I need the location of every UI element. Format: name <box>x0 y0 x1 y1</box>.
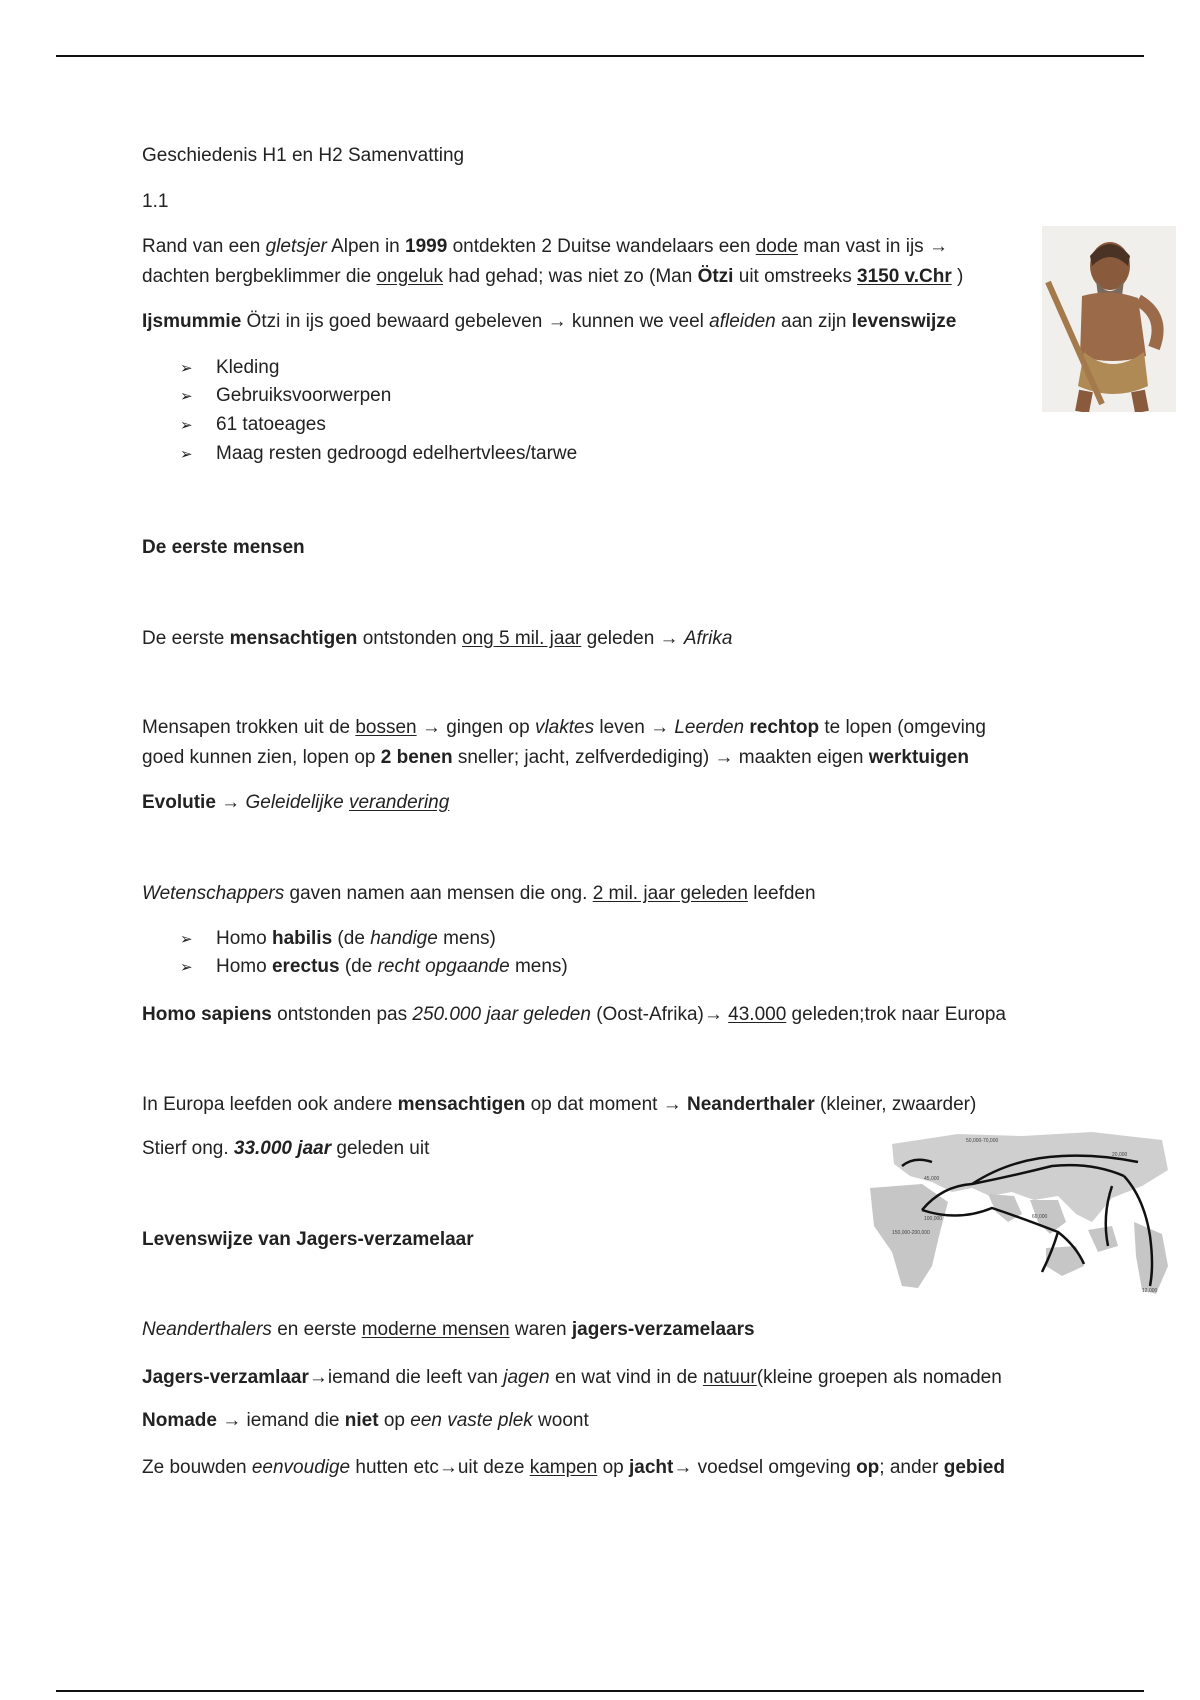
arrowhead-bullet-icon: ➢ <box>180 388 193 405</box>
arrowhead-bullet-icon: ➢ <box>180 931 193 948</box>
svg-text:20,000: 20,000 <box>1112 1152 1128 1158</box>
paragraph-wetenschappers: Wetenschappers gaven namen aan mensen die ong. 2 mil. jaar geleden leefden <box>142 883 816 904</box>
paragraph-stierf-uit: Stierf ong. 33.000 jaar geleden uit <box>142 1138 430 1159</box>
heading-jagers-verzamelaar: Levenswijze van Jagers-verzamelaar <box>142 1229 474 1250</box>
arrowhead-bullet-icon: ➢ <box>180 446 193 463</box>
heading-eerste-mensen: De eerste mensen <box>142 537 305 558</box>
paragraph-nomade: Nomade → iemand die niet op een vaste plek woont <box>142 1410 589 1431</box>
document-title: Geschiedenis H1 en H2 Samenvatting <box>142 145 465 166</box>
list-item: ➢ Homo erectus (de recht opgaande mens) <box>180 955 568 980</box>
paragraph-hutten: Ze bouwden eenvoudige hutten etc→uit deze kampen op jacht→ voedsel omgeving op; ander gebied <box>142 1457 1005 1478</box>
list-item: ➢ Gebruiksvoorwerpen <box>180 384 391 409</box>
svg-text:12,000: 12,000 <box>1142 1288 1158 1294</box>
footer-rule <box>56 1690 1144 1692</box>
arrowhead-bullet-icon: ➢ <box>180 959 193 976</box>
paragraph-mensapen-line-1: Mensapen trokken uit de bossen → gingen op vlaktes leven → Leerden rechtop te lopen (omgeving <box>142 717 986 738</box>
paragraph-discovery-line-1: Rand van een gletsjer Alpen in 1999 ontdekten 2 Duitse wandelaars een dode man vast in ijs → <box>142 236 948 257</box>
migration-map-image <box>862 1126 1176 1302</box>
arrowhead-bullet-icon: ➢ <box>180 417 193 434</box>
paragraph-evolutie: Evolutie → Geleidelijke verandering <box>142 792 450 813</box>
arrowhead-bullet-icon: ➢ <box>180 360 193 377</box>
list-item: ➢ Homo habilis (de handige mens) <box>180 927 496 952</box>
svg-text:45,000: 45,000 <box>924 1176 940 1182</box>
list-item: ➢ Maag resten gedroogd edelhertvlees/tarwe <box>180 442 577 467</box>
list-item: ➢ Kleding <box>180 356 279 381</box>
paragraph-ijsmummie: Ijsmummie Ötzi in ijs goed bewaard gebeleven → kunnen we veel afleiden aan zijn levenswijze <box>142 311 957 332</box>
svg-text:150,000-200,000: 150,000-200,000 <box>892 1230 930 1236</box>
paragraph-discovery-line-2: dachten bergbeklimmer die ongeluk had gehad; was niet zo (Man Ötzi uit omstreeks 3150 v.Chr ) <box>142 266 964 287</box>
list-item: ➢ 61 tatoeages <box>180 413 326 438</box>
svg-text:60,000: 60,000 <box>1032 1214 1048 1220</box>
otzi-reconstruction-image <box>1042 226 1176 412</box>
paragraph-mensachtigen: De eerste mensachtigen ontstonden ong 5 mil. jaar geleden → Afrika <box>142 628 733 649</box>
header-rule <box>56 55 1144 57</box>
paragraph-jagers-definitie: Jagers-verzamlaar→iemand die leeft van jagen en wat vind in de natuur(kleine groepen als nomaden <box>142 1367 1002 1388</box>
svg-text:50,000-70,000: 50,000-70,000 <box>966 1138 999 1144</box>
section-number: 1.1 <box>142 191 169 212</box>
svg-text:100,000: 100,000 <box>924 1216 943 1222</box>
paragraph-mensapen-line-2: goed kunnen zien, lopen op 2 benen sneller; jacht, zelfverdediging) → maakten eigen werktuigen <box>142 747 969 768</box>
paragraph-neanderthalers: Neanderthalers en eerste moderne mensen waren jagers-verzamelaars <box>142 1319 755 1340</box>
paragraph-homo-sapiens: Homo sapiens ontstonden pas 250.000 jaar geleden (Oost-Afrika)→ 43.000 geleden;trok naar Europa <box>142 1004 1006 1025</box>
paragraph-neanderthaler: In Europa leefden ook andere mensachtigen op dat moment → Neanderthaler (kleiner, zwaarder) <box>142 1094 977 1115</box>
